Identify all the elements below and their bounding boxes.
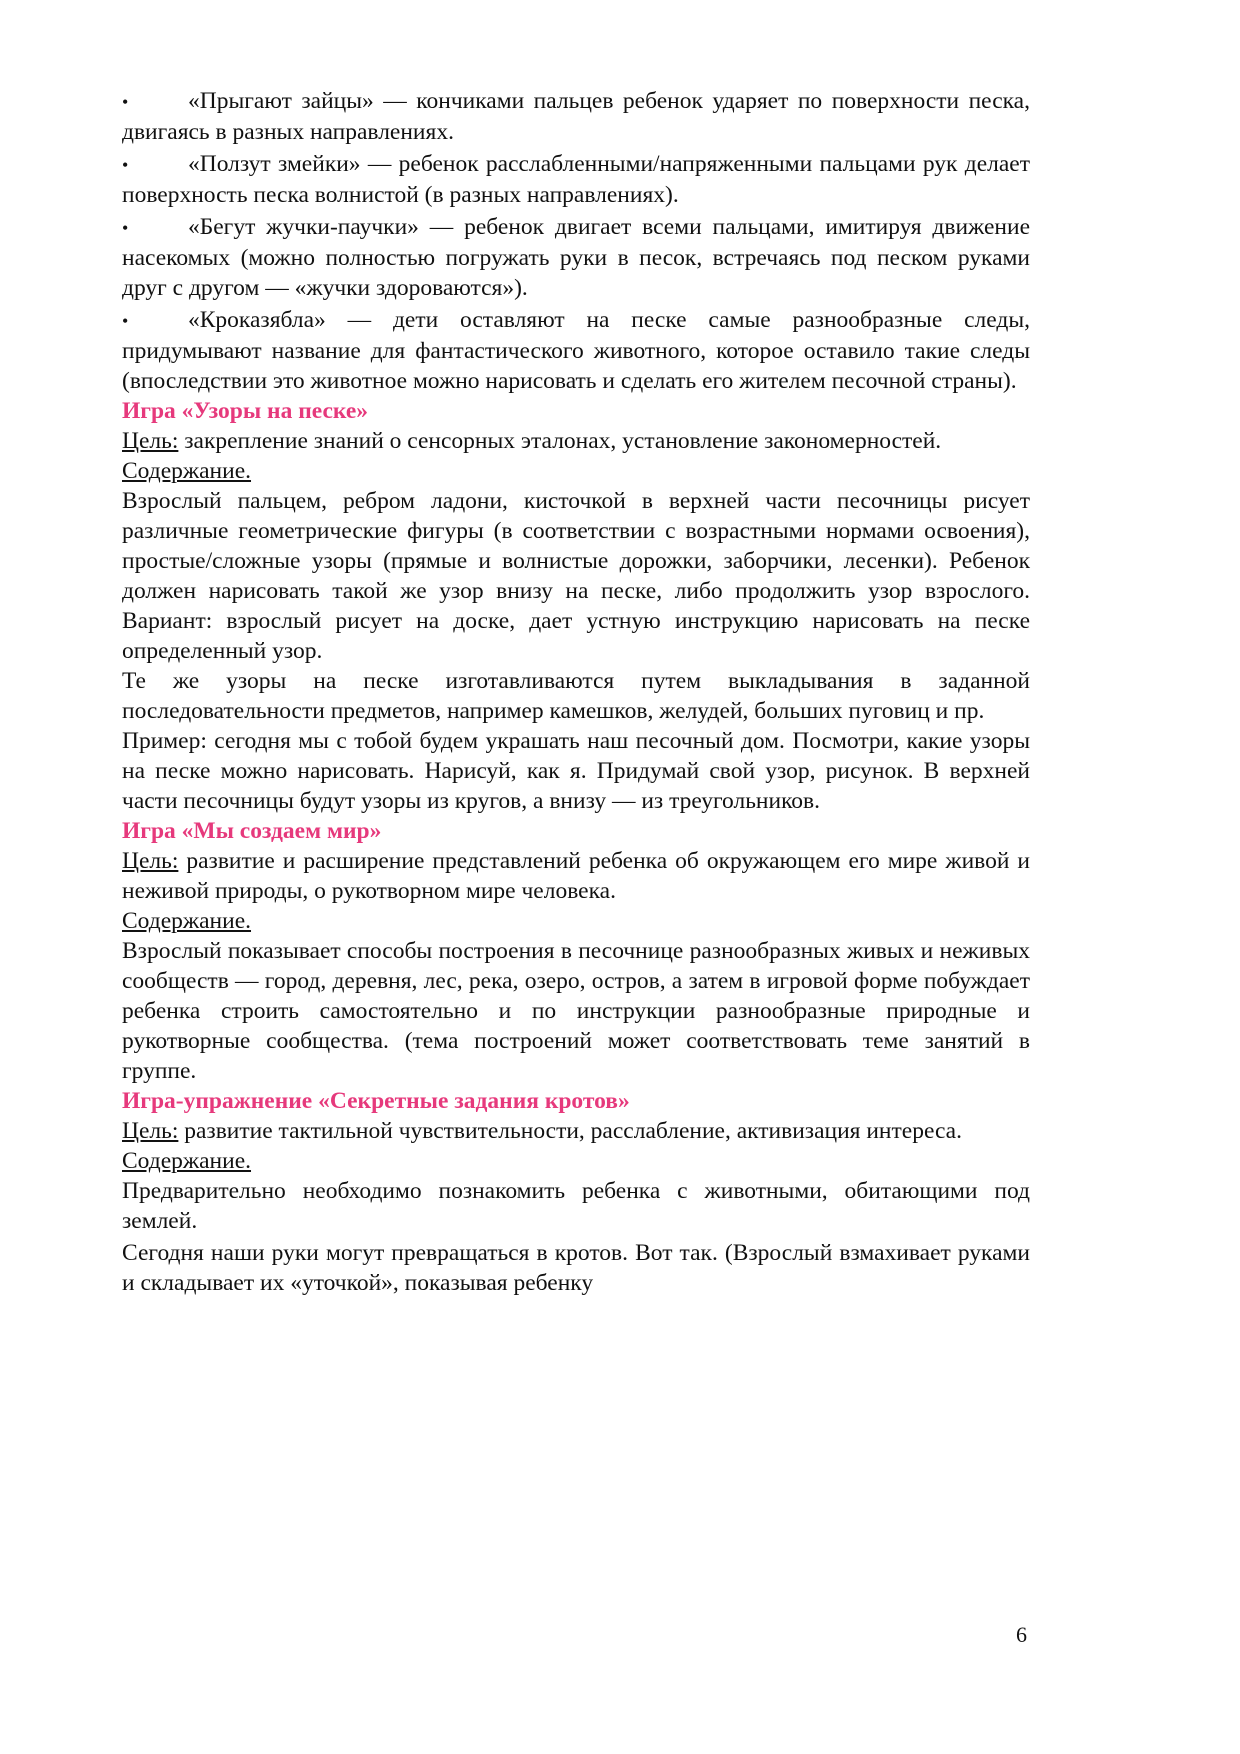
body-paragraph: Пример: сегодня мы с тобой будем украшать наш песочный дом. Посмотри, какие узоры на песке можно нарисовать. Нарисуй, как я. Придумай свой узор, рисунок. В верхней части песочницы будут узоры из кругов, а внизу — из треугольников. (122, 728, 1030, 814)
goal-text: закрепление знаний о сенсорных эталонах, установление закономерностей. (178, 428, 942, 454)
bullet-item-zmeiki: • «Ползут змейки» — ребенок расслабленными/напряженными пальцами рук делает поверхность песка волнистой (в разных направлениях). (122, 151, 1030, 208)
bullet-icon: • (122, 92, 129, 112)
content-label: Содержание. (122, 1148, 252, 1174)
bullet-icon: • (122, 311, 129, 331)
bullet-icon: • (122, 155, 129, 175)
document-page (122, 86, 1030, 1298)
goal-paragraph (122, 846, 1030, 906)
page-number: 6 (1016, 1622, 1027, 1647)
goal-text: развитие тактильной чувствительности, расслабление, активизация интереса. (178, 1118, 962, 1144)
bullet-icon: • (122, 218, 129, 238)
bullet-item-zaitsy: • «Прыгают зайцы» — кончиками пальцев ребенок ударяет по поверхности песка, двигаясь в разных направлениях. (122, 88, 1030, 145)
section-heading-uzory: Игра «Узоры на песке» (122, 398, 369, 424)
body-paragraph: Сегодня наши руки могут превращаться в кротов. Вот так. (Взрослый взмахивает руками и складывает их «уточкой», показывая ребенку (122, 1240, 1030, 1296)
section-heading-sekretnye-zadaniya: Игра-упражнение «Секретные задания кротов» (122, 1088, 630, 1114)
body-paragraph: Те же узоры на песке изготавливаются путем выкладывания в заданной последовательности предметов, например камешков, желудей, больших пуговиц и пр. (122, 668, 1030, 724)
content-label: Содержание. (122, 458, 252, 484)
body-paragraph: Взрослый пальцем, ребром ладони, кисточкой в верхней части песочницы рисует различные геометрические фигуры (в соответствии с возрастными нормами освоения), простые/сложные узоры (прямые и волнистые дорожки, заборчики, лесенки). Ребенок должен нарисовать такой же узор внизу на песке, либо продолжить узор взрослого. Вариант: взрослый рисует на доске, дает устную инструкцию нарисовать на песке определенный узор. (122, 488, 1030, 664)
goal-label: Цель: (122, 428, 179, 454)
body-paragraph: Предварительно необходимо познакомить ребенка с животными, обитающими под землей. (122, 1178, 1030, 1234)
content-label: Содержание. (122, 908, 252, 934)
goal-label: Цель: (122, 1118, 179, 1144)
bullet-item-zhuchki: • «Бегут жучки-паучки» — ребенок двигает всеми пальцами, имитируя движение насекомых (можно полностью погружать руки в песок, встречаясь под песком руками друг с другом — «жучки здороваются»). (122, 214, 1030, 301)
goal-paragraph (122, 426, 1030, 456)
bullet-item-krokazyabla: • «Кроказябла» — дети оставляют на песке самые разнообразные следы, придумывают название для фантастического животного, которое оставило такие следы (впоследствии это животное можно нарисовать и сделать его жителем песочной страны). (122, 307, 1030, 394)
goal-text: развитие и расширение представлений ребенка об окружающем его мире живой и неживой природы, о рукотворном мире человека. (122, 848, 1030, 904)
section-heading-my-sozdaem-mir: Игра «Мы создаем мир» (122, 818, 382, 844)
goal-paragraph (122, 1116, 1030, 1146)
goal-label: Цель: (122, 848, 179, 874)
body-paragraph: Взрослый показывает способы построения в песочнице разнообразных живых и неживых сообществ — город, деревня, лес, река, озеро, остров, а затем в игровой форме побуждает ребенка строить самостоятельно и по инструкции разнообразные природные и рукотворные сообщества. (тема построений может соответствовать теме занятий в группе. (122, 938, 1030, 1084)
